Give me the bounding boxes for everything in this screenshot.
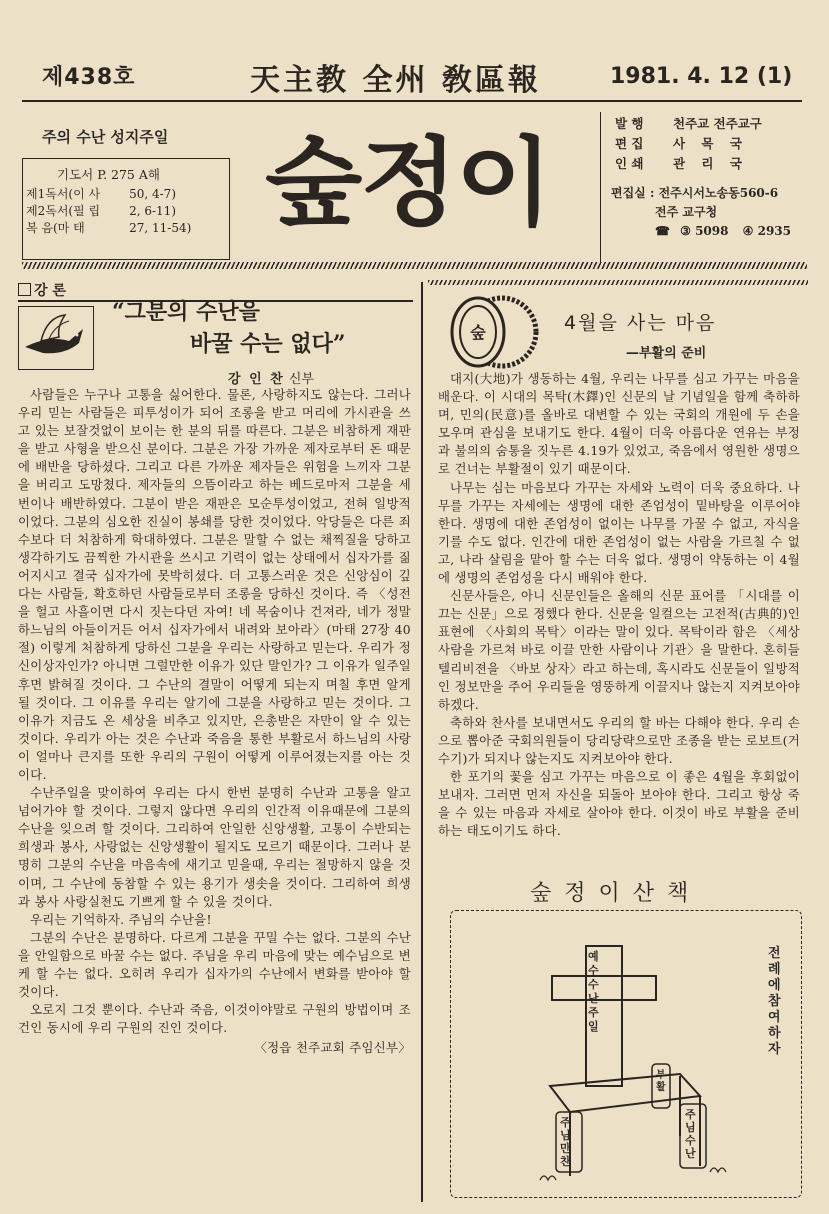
body-paragraph: 우리는 기억하자. 주님의 수난을! (30, 911, 212, 927)
prayer-book-ref: 기도서 P. 275 A해 (57, 167, 160, 182)
reading-label: 제2독서(필 립 (26, 204, 101, 218)
office-name: 전주 교구청 (655, 205, 718, 219)
role-value: 천주교 전주교구 (673, 116, 762, 131)
author-role: 신부 (288, 372, 314, 387)
reading-ref: 27, 11-54) (129, 220, 192, 235)
column-title: 4월을 사는 마음 (564, 312, 717, 334)
title-line-1: “그분의 수난을 (112, 299, 260, 325)
svg-text:숲: 숲 (470, 323, 486, 342)
column-logo-icon (448, 294, 540, 370)
column-top-hatch (428, 280, 808, 285)
header-hatch-divider (22, 262, 807, 269)
publisher-rows (615, 114, 803, 172)
editorial-body (18, 386, 411, 1057)
reading-row (23, 202, 194, 219)
role-label: 발 행 (615, 116, 644, 131)
sign-right: 주님 수난 (685, 1108, 696, 1160)
role-label: 인 쇄 (615, 156, 644, 171)
column-body (438, 370, 800, 840)
editorial-column (10, 280, 415, 1205)
section-heading (18, 280, 66, 300)
office-address (611, 184, 791, 241)
body-paragraph: 한 포기의 꽃을 심고 가꾸는 마음으로 이 좋은 4월을 후회없이 보내자. 그러면 먼저 자신을 되돌아 보아야 한다. 그리고 항상 죽을 수 있는 마음과 자세로 살아야 한다. 이것이 바로 부활을 준비하는 태도이기도 하다. (438, 769, 800, 839)
sunday-box (22, 112, 234, 262)
reading-label: 제1독서(이 사 (26, 187, 101, 201)
readings-table (23, 185, 194, 236)
phone-2: ④ 2935 (742, 224, 792, 238)
body-paragraph: 나무는 심는 마음보다 가꾸는 자세와 노력이 더욱 중요하다. 나무를 가꾸는 자세에는 생명에 대한 존엄성이 밑바탕을 이루어야 한다. 생명에 대한 존엄성이 없이는 나무를 가꿀 수 없고, 자식을 기를 수도 없다. 인간에 대한 존엄성이 없는 사람을 가르칠 수 없고, 나라 살림을 맡아 할 수는 더욱 없다. 생명이 약동하는 이 4월에 생명의 존엄성을 다시 배워야 한다. (438, 479, 800, 586)
editorial-author (228, 368, 314, 387)
sign-far: 부활 (656, 1070, 666, 1093)
editorial-signature: 〈정읍 천주교회 주임신부〉 (254, 1040, 411, 1056)
column-subtitle: —부활의 준비 (626, 346, 707, 361)
address: 전주시서노송동560-6 (658, 186, 779, 200)
role-value: 사 목 국 (673, 136, 748, 151)
publisher-info (600, 112, 811, 262)
reading-row (23, 219, 194, 236)
body-paragraph: 대지(大地)가 생동하는 4월, 우리는 나무를 심고 가꾸는 마음을 배운다. 이 시대의 목탁(木鐸)인 신문의 날 기념일을 함께 축하하며, 민의(民意)를 올바로 대변할 수 있는 국회의 개원에 두 손을 모우며 관심을 보내기도 한다. 4월이 더욱 아름다운 연유는 부정과 불의의 숨통을 짓누른 4.19가 있었고, 죽음에서 영원한 생명으로 건너는 부활절이 있기 때문이다. (438, 371, 800, 477)
role-label: 편 집 (615, 136, 644, 151)
body-paragraph: 오로지 그것 뿐이다. 수난과 죽음, 이것이야말로 구원의 방법이며 조건인 동시에 우리 구원의 진인 것이다. (18, 1002, 411, 1036)
sunday-title: 주의 수난 성지주일 (42, 128, 169, 146)
phone-1: ③ 5098 (680, 224, 729, 238)
column-divider (421, 282, 423, 1202)
cartoon-side-text: 전례에 참여하자 (768, 946, 781, 1057)
dove-icon (18, 306, 94, 370)
cartoon-box (450, 876, 802, 1198)
square-icon (18, 283, 31, 296)
body-paragraph: 수난주일을 맞이하여 우리는 다시 한번 분명히 수난과 고통을 알고 넘어가야 할 것이다. 그렇지 않다면 우리의 인간적 이유때문에 그분의 수난을 잊으려 할 것이다. 그리하여 안일한 신앙생활, 고통이 수반되는 희생과 봉사, 사랑없는 신앙생활이 될지도 모르기 때문이다. 그러나 분명히 그분의 수난을 마음속에 새기고 믿을때, 우리는 절망하지 않을 것이며, 그 수난에 동참할 수 있는 용기가 생솟을 것이다. 그리하여 희생과 봉사 사랑실천도 기쁘게 할 수 있을 것이다. (18, 785, 411, 909)
issue-number: 제438호 (42, 65, 136, 90)
reading-label: 복 음(마 태 (26, 221, 85, 235)
body-paragraph: 그분의 수난은 분명하다. 다르게 그분을 꾸밀 수는 없다. 그분의 수난을 안일함으로 바꿀 수는 없다. 주님을 우리 마음에 맞는 예수님으로 변케 할 수는 없다. 오히려 우리가 십자가의 수난에서 변화를 받아야 할 것이다. (18, 929, 411, 1000)
masthead (0, 0, 829, 110)
body-paragraph: 사람들은 누구나 고통을 싫어한다. 물론, 사랑하지도 않는다. 그러나 우리 믿는 사람들은 피투성이가 되어 조롱을 받고 머리에 가시관을 쓰고 있는 보잘것없이 보이는 한 분의 뒤를 따른다. 그분은 비참하게 재판을 받고 사형을 받으신 분이다. 그분은 가장 가까운 제자로부터 돈 때문에 배반을 당하셨다. 그리고 다른 가까운 제자들은 위험을 느끼자 그분을 버리고 도망쳤다. 제자들의 으뜸이라고 하는 베드로마저 그분을 세번이나 배반하였다. 그분이 받은 재판은 모순투성이었고, 전혀 일방적이었다. 그분의 심오한 진실이 봉쇄를 당한 것이었다. 악당들은 다른 죄수보다 더 처참하게 학대하였다. 그분은 말할 수 없는 채찍질을 당하고 생각하기도 끔찍한 가시관을 쓰시고 기력이 없는 상태에서 십자가를 짊어지시고 결국 십자가에 못박히셨다. 더 고통스러운 것은 신앙심이 깊다는 사람들, 확호하던 사람들로부터 조롱을 당하신 것이다. 즉 〈성전을 헐고 사흘이면 다시 짓는다던 자여! 네 목숨이나 건져라, 네가 정말 하느님의 아들이거든 어서 십자가에서 내려와 보아라〉(마태 27장 40절) 이렇게 처참하게 당하신 그분을 우리는 사랑하고 믿는다. 우리가 정신이상자인가? 아니면 그럴만한 이유가 있단 말인가? 그 이유가 일주일후면 밝혀질 것이다. 그 수난의 결말이 어떻게 되는지 며칠 후면 알게 될 것이다. 그 이유를 우리는 알기에 그분을 사랑하고 믿는 것이다. 그 이유가 지금도 온 세상을 비추고 있지만, 은총받은 자만이 알 수 있는 것이다. 우리가 아는 것은 수난과 죽음을 통한 부활로서 하느님의 사랑이 얼마나 큰지를 또한 우리의 구원이 어떻게 이루어졌는지를 아는 것이다. (18, 387, 411, 782)
phone-icon: ☎ (655, 224, 670, 238)
sign-cross: 예수 수난 주일 (588, 950, 599, 1033)
issue-date: 1981. 4. 12 (1) (610, 64, 793, 89)
reading-ref: 50, 4-7) (129, 186, 176, 201)
sign-left: 주님 만찬 (560, 1116, 571, 1168)
masthead-rule (22, 100, 802, 102)
cartoon-title: 숲 정 이 산 책 (530, 881, 692, 906)
readings-box (22, 158, 230, 260)
reading-row (23, 185, 194, 202)
column-article (428, 280, 810, 1205)
paper-name: 天主教 全州 敎區報 (250, 63, 541, 98)
body-paragraph: 축하와 찬사를 보내면서도 우리의 할 바는 다해야 한다. 우리 손으로 뽑아준 국회의원들이 당리당략으로만 조종을 받는 로보트(거수기)가 되지나 않는지도 지켜보아야 한다. (438, 714, 800, 766)
reading-ref: 2, 6-11) (129, 203, 176, 218)
body-paragraph: 신문사들은, 아니 신문인들은 올해의 신문 표어를 「시대를 이끄는 신문」으로 정했다 한다. 신문을 일컬으는 고전적(古典的)인 표현에 〈사회의 목탁〉이라는 말이 있다. 목탁이라 함은 〈세상 사람을 가르쳐 바로 이끌 만한 사람이나 기관〉을 말한다. 혼히들 텔리비젼을 〈바보 상자〉라고 하는데, 혹시라도 신문들이 일방적인 정보만을 주어 우리들을 영뚱하게 이끌지나 않는지 지켜보아야 하겠다. (438, 588, 800, 712)
title-line-2: 바꿀 수는 없다” (190, 331, 346, 357)
editorial-title (112, 296, 346, 360)
role-value: 관 리 국 (673, 156, 748, 171)
section-label: 강 론 (34, 283, 66, 299)
office-label: 편집실 : (611, 186, 655, 200)
author-name: 강 인 찬 (228, 372, 285, 387)
logo-title: 숲정이 (265, 127, 551, 239)
